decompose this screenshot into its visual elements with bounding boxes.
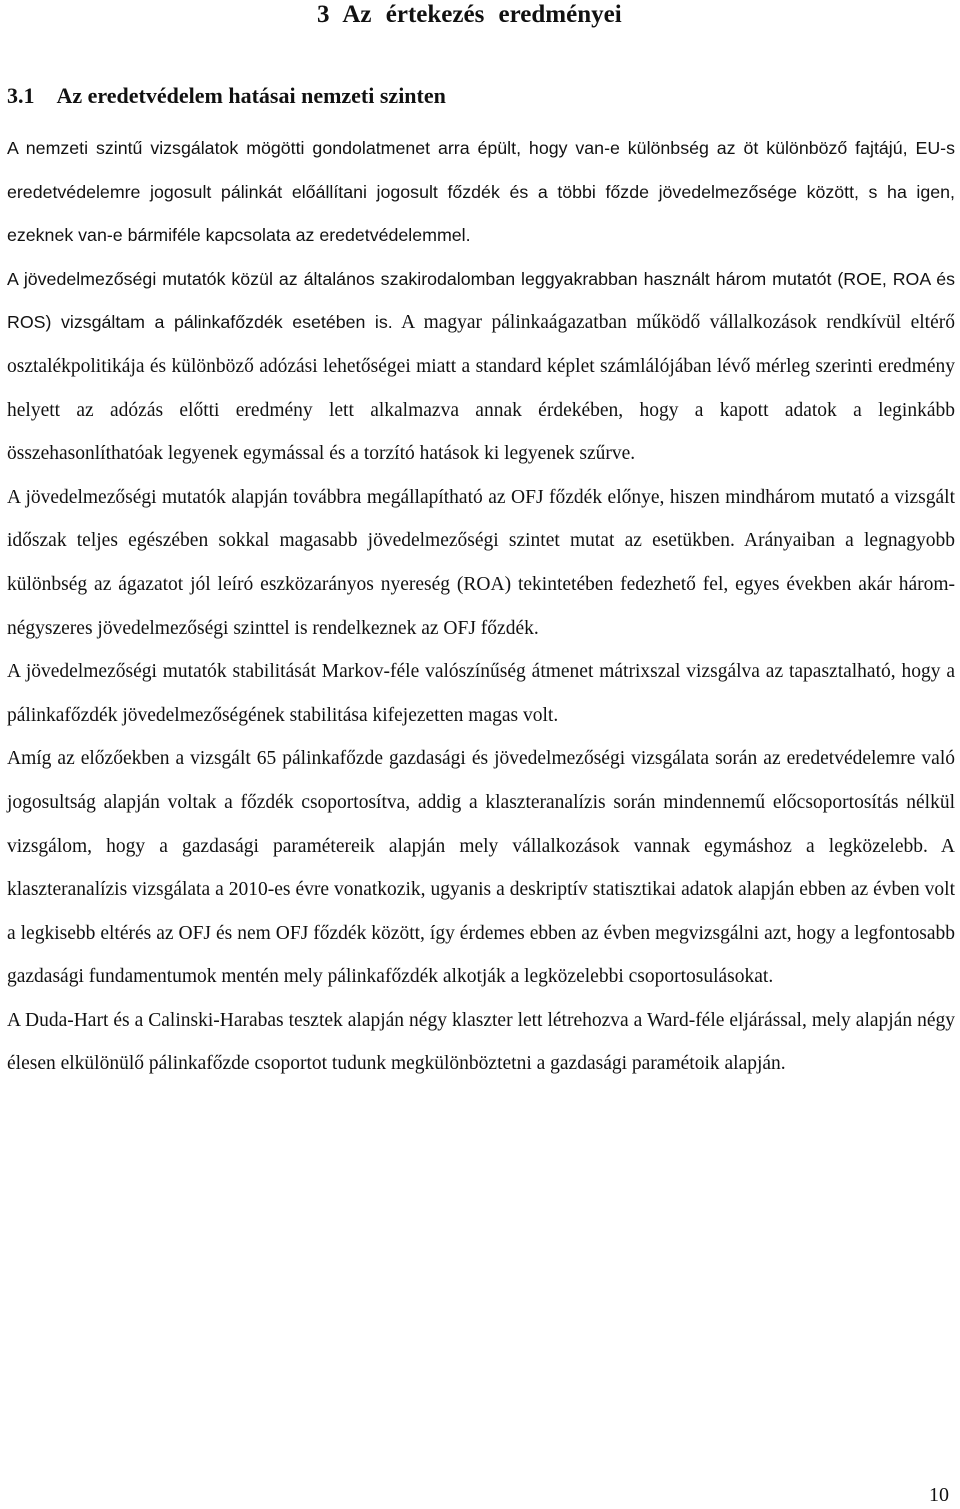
chapter-title: Az értekezés eredményei xyxy=(342,1,622,28)
body-text xyxy=(7,127,955,1086)
section-heading xyxy=(7,82,446,110)
paragraph-5: Amíg az előzőekben a vizsgált 65 pálinkafőzde gazdasági és jövedelmezőségi vizsgálata során az eredetvédelemre való jogosultság alapján voltak a főzdék csoportosítva, addig a klaszteranalízis során mindennemű előcsoportosítás nélkül vizsgálom, hogy a gazdasági paramétereik alapján mely vállalkozások vannak egymáshoz a legközelebb. A klaszteranalízis vizsgálata a 2010-es évre vonatkozik, ugyanis a deskriptív statisztikai adatok alapján ebben az évben volt a legkisebb eltérés az OFJ és nem OFJ főzdék között, így érdemes ebben az évben megvizsgálni azt, hogy a legfontosabb gazdasági fundamentumok mentén mely pálinkafőzdék alkotják a legközelebbi csoportosulásokat. xyxy=(7,748,955,988)
section-number: 3.1 xyxy=(7,83,35,108)
paragraph-4: A jövedelmezőségi mutatók stabilitását Markov-féle valószínűség átmenet mátrixszal vizsgálva az tapasztalható, hogy a pálinkafőzdék jövedelmezőségének stabilitása kifejezetten magas volt. xyxy=(7,661,955,726)
chapter-number: 3 xyxy=(317,1,330,28)
paragraph-2 xyxy=(7,258,955,476)
paragraph-1: A nemzeti szintű vizsgálatok mögötti gondolatmenet arra épült, hogy van-e különbség az öt különböző fajtájú, EU-s eredetvédelemre jogosult pálinkát előállítani jogosult főzdék és a többi főzde jövedelmezősége között, s ha igen, ezeknek van-e bármiféle kapcsolata az eredetvédelemmel. xyxy=(7,138,955,246)
page-number: 10 xyxy=(929,1484,949,1506)
paragraph-2-part-a: A jövedelmezőségi mutatók közül az általános szakirodalomban leggyakrabban használt három mutatót (ROE, ROA és ROS) vizsgáltam a pálinkafőzdék esetében is. xyxy=(7,268,955,333)
section-title: Az eredetvédelem hatásai nemzeti szinten xyxy=(56,83,446,108)
paragraph-3: A jövedelmezőségi mutatók alapján továbbra megállapítható az OFJ főzdék előnye, hiszen mindhárom mutató a vizsgált időszak teljes egészében sokkal magasabb jövedelmezőségi szintet mutat az esetükben. Arányaiban a legnagyobb különbség az ágazatot jól leíró eszközarányos nyereség (ROA) tekintetében fedezhető fel, egyes években akár három-négyszeres jövedelmezőségi szinttel is rendelkeznek az OFJ főzdék. xyxy=(7,486,955,639)
chapter-heading xyxy=(317,0,622,30)
paragraph-6: A Duda-Hart és a Calinski-Harabas tesztek alapján négy klaszter lett létrehozva a Ward-féle eljárással, mely alapján négy élesen elkülönülő pálinkafőzde csoportot tudunk megkülönböztetni a gazdasági paramétoik alapján. xyxy=(7,1009,955,1075)
paragraph-2-part-b: A magyar pálinkaágazatban működő vállalkozások rendkívül eltérő osztalékpolitikája és különböző adózási lehetőségei miatt a standard képlet számlálójában lévő mérleg szerinti eredmény helyett az adózás előtti eredmény lett alkalmazva annak érdekében, hogy a kapott adatok a leginkább összehasonlíthatóak legyenek egymással és a torzító hatások ki legyenek szűrve. xyxy=(7,312,955,465)
